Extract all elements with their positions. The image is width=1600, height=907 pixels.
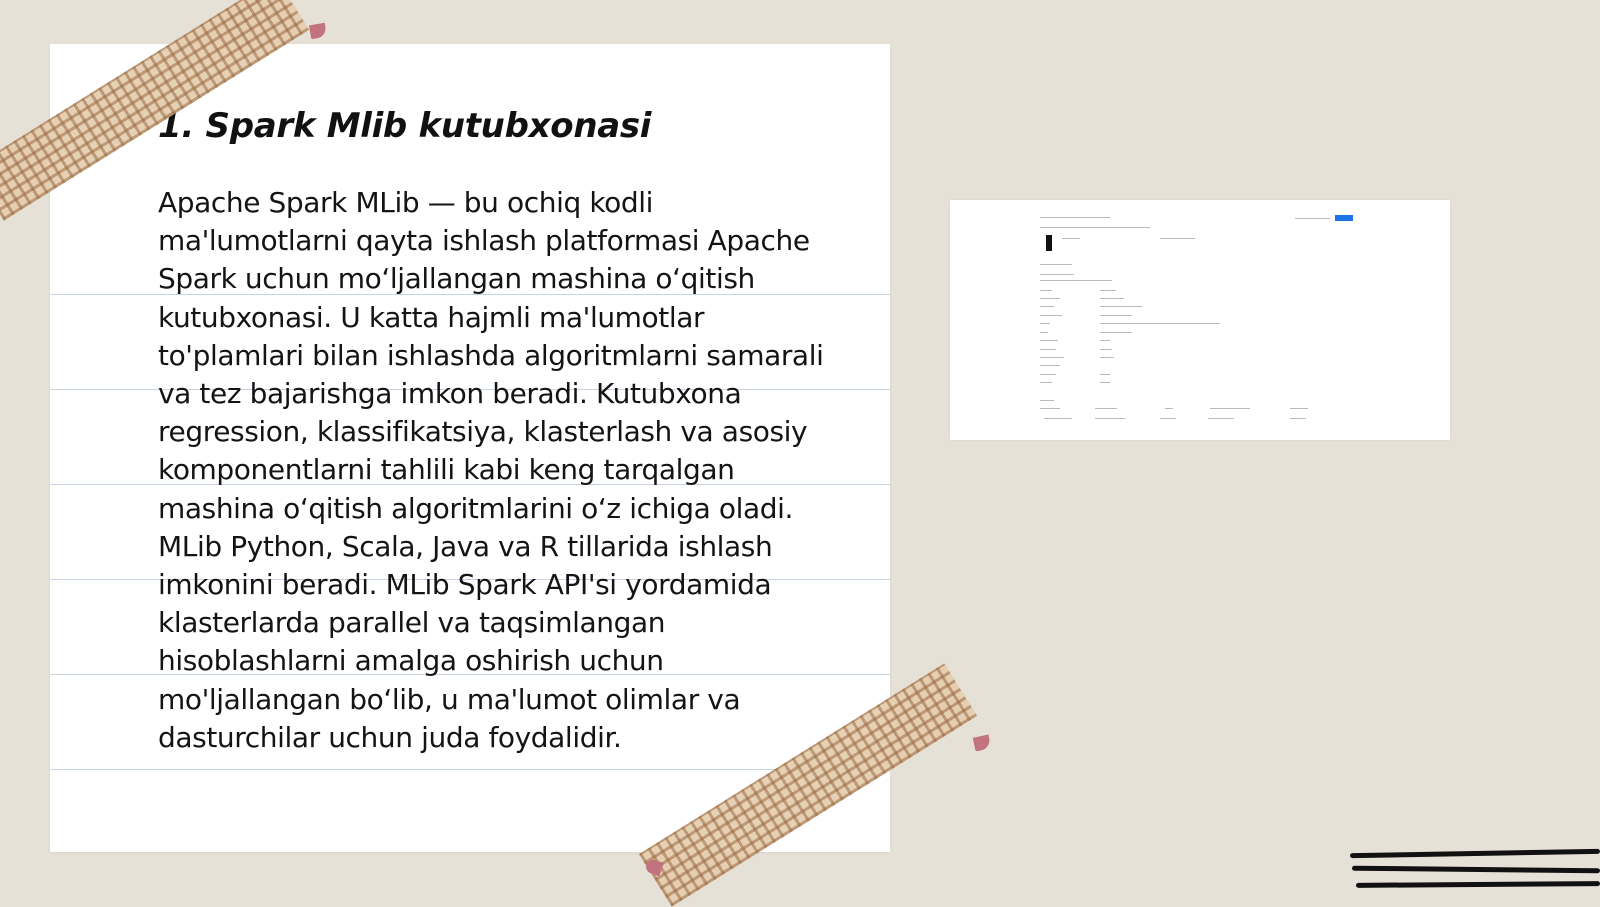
thumb-line xyxy=(1040,315,1062,316)
thumb-line xyxy=(1160,418,1176,419)
thumb-line xyxy=(1208,418,1234,419)
thumb-line xyxy=(1100,323,1220,324)
thumb-line xyxy=(1100,315,1132,316)
scribble-line xyxy=(1352,866,1600,874)
thumb-line xyxy=(1165,408,1173,409)
thumb-line xyxy=(1100,357,1114,358)
slide-title: 1. Spark Mlib kutubxonasi xyxy=(158,106,652,146)
note-paper xyxy=(50,44,890,852)
thumb-button xyxy=(1335,215,1353,221)
thumb-line xyxy=(1290,408,1308,409)
thumb-line xyxy=(1160,238,1195,239)
thumb-line xyxy=(1095,408,1117,409)
thumb-line xyxy=(1295,218,1330,219)
thumb-line xyxy=(1290,418,1306,419)
paper-rule-line xyxy=(50,769,890,770)
thumb-line xyxy=(1040,274,1074,275)
tape-corner-decoration xyxy=(309,23,327,40)
scribble-line xyxy=(1350,849,1600,858)
thumb-line xyxy=(1040,298,1060,299)
thumb-line xyxy=(1040,340,1058,341)
thumb-line xyxy=(1100,298,1124,299)
thumb-line xyxy=(1040,382,1052,383)
screenshot-thumbnail xyxy=(950,200,1450,440)
thumb-line xyxy=(1040,280,1112,281)
thumb-line xyxy=(1040,349,1056,350)
thumb-line xyxy=(1040,332,1048,333)
thumb-line xyxy=(1040,217,1110,218)
thumb-line xyxy=(1095,418,1125,419)
thumb-line xyxy=(1040,290,1052,291)
thumb-dark-block xyxy=(1046,235,1052,251)
thumb-line xyxy=(1040,400,1054,401)
thumb-line xyxy=(1040,374,1056,375)
thumb-line xyxy=(1100,332,1132,333)
thumb-line xyxy=(1040,365,1060,366)
slide-body-text: Apache Spark MLib — bu ochiq kodli ma'lumotlarni qayta ishlash platformasi Apache Spark uchun mo‘ljallangan mashina o‘qitish kutubxonasi. U katta hajmli ma'lumotlar to'plamlari bilan ishlashda algoritmlarni samarali va tez bajarishga imkon beradi. Kutubxona regression, klassifikatsiya, klasterlash va asosiy komponentlarni tahlili kabi keng tarqalgan mashina o‘qitish algoritmlarini o‘z ichiga oladi. MLib Python, Scala, Java va R tillarida ishlash imkonini beradi. MLib Spark API'si yordamida klasterlarda parallel va taqsimlangan hisoblashlarni amalga oshirish uchun mo'ljallangan bo‘lib, u ma'lumot olimlar va dasturchilar uchun juda foydalidir. xyxy=(158,186,824,754)
thumb-line xyxy=(1040,323,1050,324)
thumb-line xyxy=(1040,306,1054,307)
thumb-line xyxy=(1040,227,1150,228)
tape-corner-decoration xyxy=(973,734,992,751)
thumb-line xyxy=(1100,340,1110,341)
thumb-line xyxy=(1062,238,1080,239)
thumb-line xyxy=(1040,357,1064,358)
scribble-line xyxy=(1356,881,1600,888)
thumb-line xyxy=(1044,418,1072,419)
thumb-line xyxy=(1100,290,1116,291)
thumb-line xyxy=(1210,408,1250,409)
thumb-line xyxy=(1100,382,1110,383)
thumb-line xyxy=(1100,374,1110,375)
thumb-line xyxy=(1100,349,1112,350)
thumb-line xyxy=(1040,408,1060,409)
thumb-line xyxy=(1040,264,1072,265)
thumb-line xyxy=(1100,306,1142,307)
